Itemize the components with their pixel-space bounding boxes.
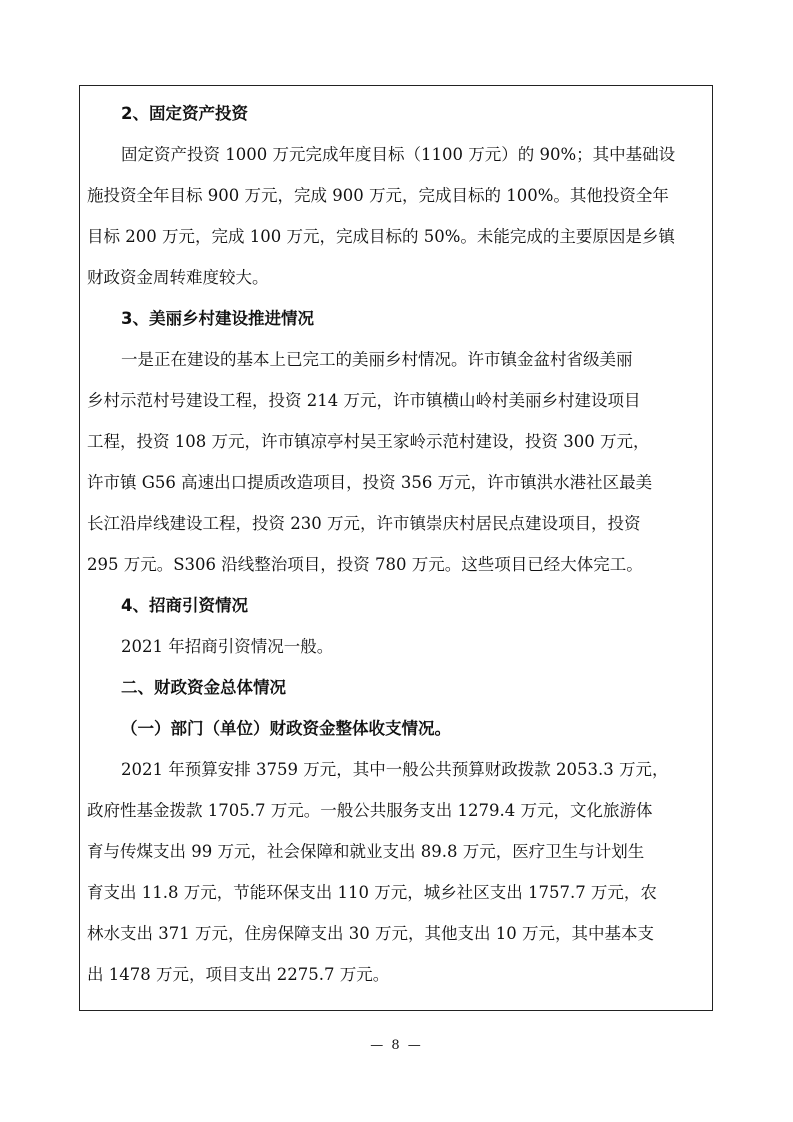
paragraph-line: 一是正在建设的基本上已完工的美丽乡村情况。许市镇金盆村省级美丽 (121, 350, 633, 369)
paragraph-line: 育与传煤支出 99 万元，社会保障和就业支出 89.8 万元，医疗卫生与计划生 (87, 842, 645, 861)
paragraph-line: 乡村示范村号建设工程，投资 214 万元，许市镇横山岭村美丽乡村建设项目 (87, 391, 641, 410)
paragraph-line: 295 万元。S306 沿线整治项目，投资 780 万元。这些项目已经大体完工。 (87, 555, 643, 574)
paragraph-line: 施投资全年目标 900 万元，完成 900 万元，完成目标的 100%。其他投资全年 (87, 186, 669, 205)
paragraph-line: 固定资产投资 1000 万元完成年度目标（1100 万元）的 90%；其中基础设 (121, 145, 676, 164)
paragraph-line: 2021 年预算安排 3759 万元，其中一般公共预算财政拨款 2053.3 万元， (121, 760, 669, 779)
paragraph-line: 林水支出 371 万元，住房保障支出 30 万元，其他支出 10 万元，其中基本支 (87, 924, 654, 943)
paragraph-line: 出 1478 万元，项目支出 2275.7 万元。 (87, 965, 390, 984)
paragraph-line: 工程，投资 108 万元，许市镇凉亭村吴王家岭示范村建设，投资 300 万元， (87, 432, 650, 451)
document-body (87, 93, 707, 995)
section-heading: 二、财政资金总体情况 (121, 678, 286, 697)
subsection-heading: （一）部门（单位）财政资金整体收支情况。 (121, 719, 451, 738)
section-heading: 4、招商引资情况 (121, 596, 248, 615)
paragraph-line: 2021 年招商引资情况一般。 (121, 637, 334, 656)
paragraph-line: 育支出 11.8 万元，节能环保支出 110 万元，城乡社区支出 1757.7 万元，农 (87, 883, 657, 902)
page-number: — 8 — (370, 1038, 423, 1053)
paragraph-line: 政府性基金拨款 1705.7 万元。一般公共服务支出 1279.4 万元，文化旅游体 (87, 801, 653, 820)
paragraph-line: 许市镇 G56 高速出口提质改造项目，投资 356 万元，许市镇洪水港社区最美 (87, 473, 653, 492)
section-heading: 3、美丽乡村建设推进情况 (121, 309, 314, 328)
paragraph-line: 财政资金周转难度较大。 (87, 268, 269, 287)
paragraph-line: 目标 200 万元，完成 100 万元，完成目标的 50%。未能完成的主要原因是乡镇 (87, 227, 675, 246)
section-heading: 2、固定资产投资 (121, 104, 248, 123)
paragraph-line: 长江沿岸线建设工程，投资 230 万元，许市镇崇庆村居民点建设项目，投资 (87, 514, 641, 533)
